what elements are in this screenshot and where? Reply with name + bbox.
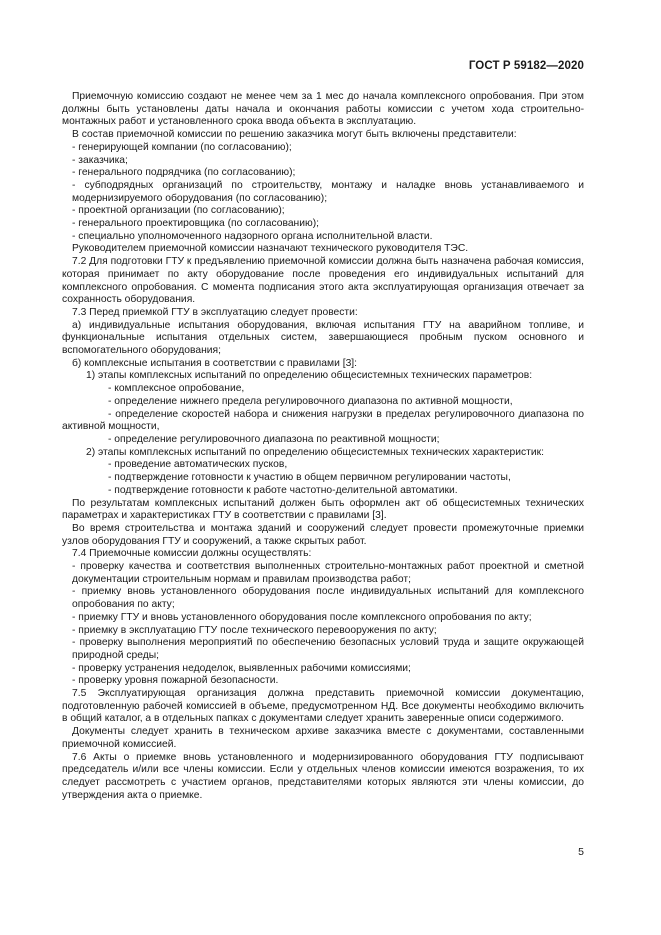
document-body [62, 91, 584, 802]
paragraph: По результатам комплексных испытаний должен быть оформлен акт об общесистемных технических параметрах и характеристиках ГТУ в соответствии с правилами [3]. [62, 497, 584, 522]
list-item: а) индивидуальные испытания оборудования, включая испытания ГТУ на аварийном топливе, и функциональные испытания отдельных систем, завершающиеся пробным пуском основного и вспомогательного оборудования; [62, 319, 584, 357]
sub-list-item: - определение регулировочного диапазона по реактивной мощности; [108, 433, 440, 445]
list-item: - проверку качества и соответствия выполненных строительно-монтажных работ проектной и сметной документации строительным нормам и правилам производства работ; [72, 561, 584, 585]
list-item: - генерального подрядчика (по согласованию); [72, 167, 296, 179]
list-item: - проверку уровня пожарной безопасности. [72, 675, 279, 687]
sub-list-item: 2) этапы комплексных испытаний по определению общесистемных технических характеристик: [86, 446, 544, 458]
sub-list-item: - определение скоростей набора и снижения нагрузки в пределах регулировочного диапазона по активной мощности, [62, 408, 584, 433]
clause-7-3: 7.3 Перед приемкой ГТУ в эксплуатацию следует провести: [72, 306, 358, 318]
list-item: - проектной организации (по согласованию); [72, 205, 285, 217]
sub-list-item: - определение нижнего предела регулировочного диапазона по активной мощности, [108, 395, 513, 407]
list-item: - приемку вновь установленного оборудования после индивидуальных испытаний для комплексного опробования по акту; [72, 586, 584, 611]
list-item: - приемку ГТУ и вновь установленного оборудования после комплексного опробования по акту; [72, 611, 532, 623]
clause-7-2: 7.2 Для подготовки ГТУ к предъявлению приемочной комиссии должна быть назначена рабочая комиссия, которая принимает по акту оборудование после проведения его индивидуальных испытаний для комплексного опробования. С момента подписания этого акта эксплуатирующая организация отвечает за сохранность оборудования. [62, 256, 584, 306]
clause-7-6: 7.6 Акты о приемке вновь установленного и модернизированного оборудования ГТУ подписывают председатель и/или все члены комиссии. Если у отдельных членов комиссии имеются возражения, то их следует рассмотреть с участием органов, представителями которых являются эти члены комиссии, до утверждения акта о приемке. [62, 751, 584, 801]
sub-list-item: - подтверждение готовности к работе частотно-делительной автоматики. [108, 484, 458, 496]
list-item: б) комплексные испытания в соответствии с правилами [3]: [72, 357, 358, 369]
paragraph: Приемочную комиссию создают не менее чем за 1 мес до начала комплексного опробования. При этом должны быть установлены даты начала и окончания работы комиссии с учетом хода строительно-монтажных работ и установленного срока ввода объекта в эксплуатацию. [62, 91, 584, 128]
clause-7-4: 7.4 Приемочные комиссии должны осуществлять: [72, 548, 312, 560]
clause-7-5: 7.5 Эксплуатирующая организация должна представить приемочной комиссии документацию, подготовленную рабочей комиссией в объеме, предусмотренном НД. Все документы необходимо включить в общий каталог, а в отдельных папках с документами следует хранить заверенные описи содержимого. [62, 688, 584, 725]
list-item: - проверку выполнения мероприятий по обеспечению безопасных условий труда и защите окружающей природной среды; [72, 637, 584, 661]
page-number: 5 [578, 846, 584, 858]
list-item: - генерирующей компании (по согласованию); [72, 141, 292, 153]
sub-list-item: - проведение автоматических пусков, [108, 459, 288, 471]
list-item: - субподрядных организаций по строительству, монтажу и наладке вновь устанавливаемого и модернизируемого оборудования (по согласованию); [72, 179, 584, 204]
list-item: - заказчика; [72, 154, 128, 166]
list-item: - приемку в эксплуатацию ГТУ после технического перевооружения по акту; [72, 624, 437, 636]
standard-number: ГОСТ Р 59182—2020 [468, 60, 584, 72]
paragraph: В состав приемочной комиссии по решению заказчика могут быть включены представители: [72, 129, 517, 141]
paragraph: Документы следует хранить в техническом архиве заказчика вместе с документами, составленными приемочной комиссией. [62, 726, 584, 750]
sub-list-item: - подтверждение готовности к участию в общем первичном регулировании частоты, [108, 472, 511, 484]
paragraph: Во время строительства и монтажа зданий и сооружений следует провести промежуточные приемки узлов оборудования ГТУ и сооружений, а также скрытых работ. [62, 522, 584, 547]
paragraph: Руководителем приемочной комиссии назначают технического руководителя ТЭС. [72, 243, 469, 255]
list-item: - проверку устранения недоделок, выявленных рабочими комиссиями; [72, 662, 411, 674]
list-item: - генерального проектировщика (по согласованию); [72, 218, 319, 230]
list-item: - специально уполномоченного надзорного органа исполнительной власти. [72, 230, 433, 242]
sub-list-item: - комплексное опробование, [108, 383, 245, 395]
sub-list-item: 1) этапы комплексных испытаний по определению общесистемных технических параметров: [86, 370, 533, 382]
